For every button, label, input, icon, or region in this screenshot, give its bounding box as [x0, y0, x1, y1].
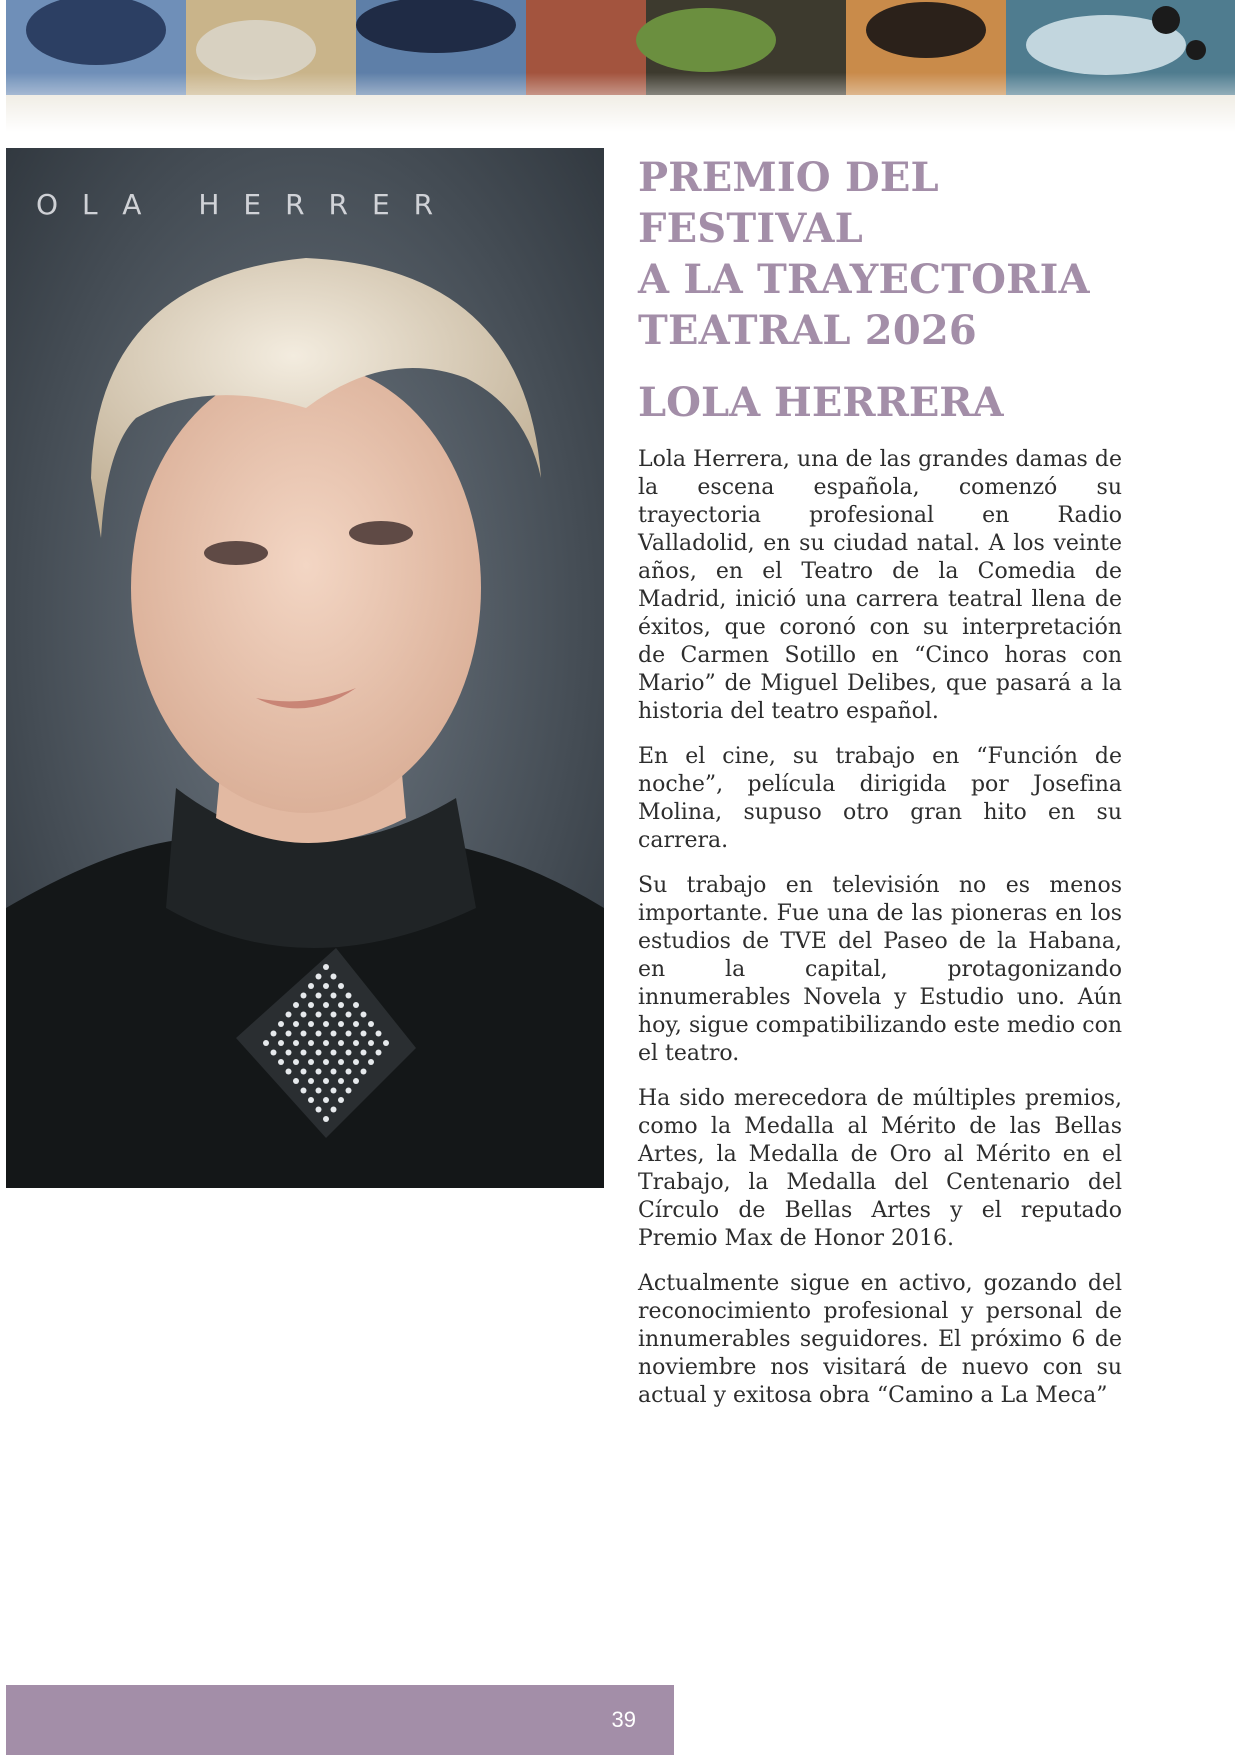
footer-bar	[6, 1685, 674, 1755]
article-column	[638, 152, 1122, 1427]
page-number: 39	[611, 1707, 636, 1732]
award-title-line: TEATRAL 2026	[638, 307, 977, 354]
photo-caption: OLA HERRER	[36, 188, 458, 221]
article-paragraph: Su trabajo en televisión no es menos importante. Fue una de las pioneras en los estudios de TVE del Paseo de la Habana, en la capital, protagonizando innumerables Novela y Estudio uno. Aún hoy, sigue compatibilizando este medio con el teatro.	[638, 873, 1122, 1066]
article-paragraph: Ha sido merecedora de múltiples premios, como la Medalla al Mérito de las Bellas Artes, la Medalla de Oro al Mérito en el Trabajo, la Medalla del Centenario del Círculo de Bellas Artes y el reputado Premio Max de Honor 2016.	[638, 1086, 1122, 1251]
painting-banner	[6, 0, 1235, 132]
article-paragraph: Actualmente sigue en activo, gozando del reconocimiento profesional y personal de innumerables seguidores. El próximo 6 de noviembre nos visitará de nuevo con su actual y exitosa obra “Camino a La Meca”	[638, 1271, 1122, 1408]
award-title	[638, 152, 1122, 356]
award-title-line: PREMIO DEL FESTIVAL	[638, 154, 939, 252]
article-paragraph: Lola Herrera, una de las grandes damas de la escena española, comenzó su trayectoria profesional en Radio Valladolid, en su ciudad natal. A los veinte años, en el Teatro de la Comedia de Madrid, inició una carrera teatral llena de éxitos, que coronó con su interpretación de Carmen Sotillo en “Cinco horas con Mario” de Miguel Delibes, que pasará a la historia del teatro español.	[638, 447, 1122, 724]
article-paragraph: En el cine, su trabajo en “Función de noche”, película dirigida por Josefina Molina, supuso otro gran hito en su carrera.	[638, 744, 1122, 853]
portrait-photo	[6, 148, 604, 1188]
honoree-name: LOLA HERRERA	[638, 379, 1004, 426]
award-title-line: A LA TRAYECTORIA	[638, 256, 1090, 303]
